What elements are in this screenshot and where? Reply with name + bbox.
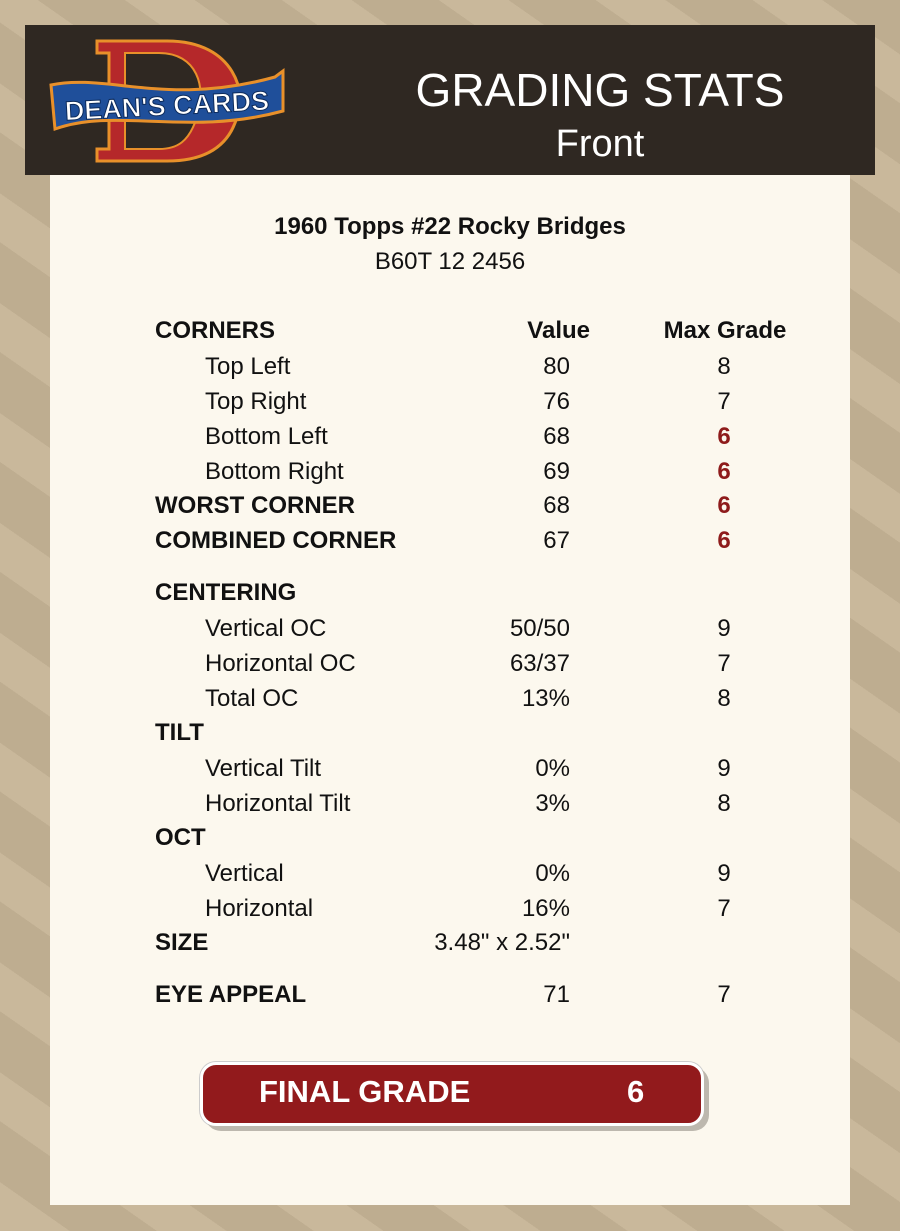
- stat-max-grade: 9: [717, 615, 731, 642]
- stat-value: 67: [543, 527, 570, 554]
- stat-value: 3%: [535, 790, 570, 817]
- svg-text:DEAN'S CARDS: DEAN'S CARDS: [64, 85, 270, 127]
- stat-label: Horizontal OC: [205, 650, 356, 677]
- stat-value: 68: [543, 492, 570, 519]
- stat-label: CORNERS: [155, 317, 276, 344]
- stat-max-grade: 6: [717, 527, 731, 554]
- stat-label: COMBINED CORNER: [155, 527, 397, 554]
- stat-label: OCT: [155, 824, 206, 851]
- stats-panel: [50, 175, 850, 1205]
- stat-max-grade: 7: [717, 650, 731, 677]
- page-subtitle: Front: [555, 123, 645, 165]
- stat-row: [50, 925, 850, 960]
- stat-value: 63/37: [509, 650, 570, 677]
- stat-value: 76: [543, 388, 570, 415]
- stat-label: Vertical OC: [205, 615, 327, 642]
- stat-label: CENTERING: [155, 579, 297, 606]
- stat-row: [50, 856, 850, 891]
- stat-max-grade: 8: [717, 685, 731, 712]
- final-grade-value: 6: [627, 1074, 645, 1109]
- stat-row: [50, 575, 850, 610]
- stat-label: Horizontal Tilt: [205, 790, 351, 817]
- stat-label: Bottom Right: [205, 458, 344, 485]
- stat-row: [50, 977, 850, 1012]
- stat-row: [50, 349, 850, 384]
- stat-label: Top Right: [205, 388, 307, 415]
- stat-row: [50, 786, 850, 821]
- stat-row: [50, 523, 850, 558]
- stat-max-grade: 8: [717, 353, 731, 380]
- stat-label: Vertical: [205, 860, 284, 887]
- stat-max-grade: 6: [717, 458, 731, 485]
- stat-label: WORST CORNER: [155, 492, 355, 519]
- card-name: 1960 Topps #22 Rocky Bridges: [274, 213, 626, 240]
- stat-row: [50, 820, 850, 855]
- stat-max-grade: 9: [717, 860, 731, 887]
- stat-label: Top Left: [205, 353, 291, 380]
- stat-value: 0%: [535, 755, 570, 782]
- stat-label: EYE APPEAL: [155, 981, 307, 1008]
- stat-max-grade: 7: [717, 981, 731, 1008]
- stat-row: [50, 313, 850, 348]
- stat-row: [50, 715, 850, 750]
- stat-row: [50, 891, 850, 926]
- stat-row: [50, 419, 850, 454]
- stat-row: [50, 611, 850, 646]
- cert-number: B60T 12 2456: [374, 248, 526, 275]
- stat-max-grade: 6: [717, 492, 731, 519]
- stat-value: 80: [543, 353, 570, 380]
- page-title: GRADING STATS: [415, 64, 785, 116]
- max-grade-column-header: Max Grade: [663, 317, 787, 344]
- final-grade-label: FINAL GRADE: [259, 1074, 471, 1109]
- stat-value: 69: [543, 458, 570, 485]
- stat-label: Horizontal: [205, 895, 314, 922]
- stat-value: 0%: [535, 860, 570, 887]
- stat-max-grade: 6: [717, 423, 731, 450]
- stat-row: [50, 681, 850, 716]
- stat-value: 68: [543, 423, 570, 450]
- deans-cards-logo: [47, 37, 287, 165]
- stat-row: [50, 454, 850, 489]
- stat-row: [50, 751, 850, 786]
- value-column-header: Value: [527, 317, 590, 344]
- stat-label: Total OC: [205, 685, 299, 712]
- stat-value: 50/50: [509, 615, 570, 642]
- stat-value: 3.48" x 2.52": [434, 929, 570, 956]
- stat-value: 71: [543, 981, 570, 1008]
- stat-label: Vertical Tilt: [205, 755, 322, 782]
- final-grade-badge: [200, 1062, 704, 1126]
- stat-label: SIZE: [155, 929, 209, 956]
- stat-row: [50, 646, 850, 681]
- header-bar: [25, 25, 875, 175]
- stat-row: [50, 384, 850, 419]
- stat-max-grade: 8: [717, 790, 731, 817]
- stat-max-grade: 7: [717, 388, 731, 415]
- stat-row: [50, 488, 850, 523]
- stat-max-grade: 9: [717, 755, 731, 782]
- stat-label: TILT: [155, 719, 204, 746]
- stat-value: 13%: [521, 685, 570, 712]
- stat-value: 16%: [521, 895, 570, 922]
- stat-max-grade: 7: [717, 895, 731, 922]
- stat-label: Bottom Left: [205, 423, 328, 450]
